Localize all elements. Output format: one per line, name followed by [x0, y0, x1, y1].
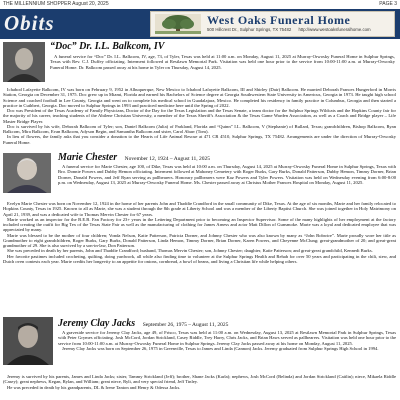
- paragraph: Doc is survived by his wife, Deborah Balkcom of Tyler; son, Daniel Balkcom (Julia) of Parkland, Florida and “Quinn” I.L. Balkcom, V (Stephanie) of Bullard, Texas; grandchildren, Bishop Balkcom, Ryan Balkcom, Mira Balkcom, Evan Balkcom, Adyson Begin, and Samantha Balkcom and sister, Carol Abarr (Tom).: [3, 123, 396, 134]
- obituary-dates: November 12, 1924 – August 11, 2025: [124, 156, 211, 162]
- funeral-home-name: West Oaks Funeral Home: [207, 13, 351, 27]
- obituary-heading: [58, 318, 228, 329]
- oak-tree-icon: [155, 14, 201, 34]
- paragraph: A funeral service for Marie Chester, age 100, of Dike, Texas was held at 10:00 a.m. on Thursday, August 14, 2025 at Murray-Orwosky Funeral Home in Sulphur Springs, Texas with Bro. Donnie Powers and Dubby Hemon officiating. Interment followed at Mahoney Cemetery with Roger Burks, Gary Burks, Donald Patterson, Dubby Hemon, Timmy Dorner, Brian Dorner, Donald Powers, and Jeff Ryan serving as pallbearers. Honorary pallbearers were Kaz Powers and Tyler Powers. Visitation was held on Wednesday evening from 6:00-8:00 p.m. on Wednesday, August 13, 2025 at Murray-Orwosky Funeral Home. Ms. Chester passed away at Christus Mother Frances Hospital on Monday, August 11, 2025.: [58, 164, 396, 185]
- paragraph: Her favorite pastimes included crocheting, quilting, doing yardwork, all while also finding time to volunteer at the Sulphur Springs Health and Rehab for over 50 years and participating in the chili, stew, and Dutch oven contests each year. Marie credits her longevity to an appetite for onions, cornbread, a bowl of beans, and living a Christian life while helping others.: [3, 253, 396, 264]
- paragraph: In lieu of flowers, the family asks that you consider a donation to the Hearts of Life Animal Rescue at 471 CR 4510, Sulphur Springs, TX 75482. Arrangements are under the direction of Murray-Orwosky Funeral Home.: [3, 134, 396, 145]
- obituary-text-continued: [3, 201, 396, 264]
- funeral-home-contact: [207, 27, 392, 32]
- obituary-dates: September 26, 1975 – August 11, 2025: [142, 322, 229, 328]
- paragraph: Marie worked as an inspector for the B.E.B. Fan Factory for 23+ years in the Lettering Department prior to becoming an Inspector Supervisor. Some of the many highlights of her employment at the factory included creating the outfit for Big Tex of the Texas State Fair as well as the manufacturing of clothing for James Arness and actor Matt Dillon of Gunsmoke. Marie was a loyal and dedicated employee that was appreciated by many.: [3, 216, 396, 233]
- portrait-icon: [3, 42, 45, 82]
- obituary-text: [58, 164, 396, 185]
- paragraph: She was preceded in death by her parents, John and Thaddie Crandford; husband, Thomas Mervin Chester; son, Johnny Chester; daughter, Katie Patterson; and great-great grandchild, Kennedi Burks.: [7, 248, 373, 254]
- paragraph: Ichabod Lafayette Balkcom, IV was born on February 9, 1952 in Albuquerque, New Mexico to Ichabod Lafayette Balkcom, III and Shirley (Dair) Balkcom. He married Deborah Frances Hungerford in Morris Station, Georgia on December 31, 1975. Doc grew up in Miami, Florida and earned his Bachelors of Science degree at Georgia Southwestern State University in Americus, Georgia in 1973. He taught high school Science and coached football in Lee County, Georgia and went on to complete his medical school in Guadalajara, Mexico. He completed his residency in family practice in Columbus, Georgia and then started a practice in Cuthbert, Georgia. Doc moved to Sulphur Springs in 1993 and practiced medicine here until the Spring of 2022.: [3, 87, 396, 108]
- portrait-icon: [3, 317, 53, 365]
- paragraph: Doc was President of the Texas Academy of Family Physicians, Doctor of the Day for the Texas Legislation and the Texas Senate, a team doctor for the Sulphur Springs Wildcats and the Hopkins County fair for the majority of his career, teaching students of the Abilene Christian University, a member of the Texas Sheriff's Association & the Texas Game Warden Association, as well as a Coach and Bridge player – Life Master Bridge Player.: [3, 108, 396, 124]
- obituary-text-continued: [3, 87, 396, 145]
- obituary-text: [58, 330, 396, 351]
- section-title: Obits: [4, 11, 55, 35]
- page-number: PAGE 3: [379, 1, 397, 7]
- funeral-home-ad: [150, 11, 395, 37]
- obituary-name: Jeremy Clay Jacks: [58, 318, 136, 329]
- obituary-name: Marie Chester: [58, 152, 118, 163]
- paragraph: A graveside service for Jeremy Clay Jacks, age 49, of Frisco, Texas was held at 11:00 a.m. on Wednesday, August 13, 2025 at Restlawn Memorial Park in Sulphur Springs, Texas with Peter Grymes officiating. Josh McCord, Jordan Strickland, Casey Riddle, Trey Harry, Chris Jacks, and Brian Haws served as pallbearers. Visitation was held one hour prior to the service from 10:00-11:00 a.m. at Murray-Orwosky Funeral Home in Sulphur Springs. Jeremy Clay Jacks passed away at his home on Monday, August 11, 2025.: [58, 330, 396, 346]
- obits-header: [0, 9, 400, 39]
- obituary-photo: [3, 317, 53, 365]
- paragraph: Jeremy is survived by his parents, James and Linda Jacks; sister, Tammy Strickland (Jeff); brother, Shane Jacks (Karla); nephews, Josh McCord (Belinda) and Jordan Strickland (Caitlin); niece, Mikaela Riddle (Casey); great nephews, Kegan, Rylan, and William; great niece, Ryli, and very special friend, Jeff Tinley.: [3, 374, 396, 385]
- paragraph: Marie was blessed to be the mother of four children; Vonda Nelson, Katie Patterson, Patricia Dorner, and Johnny Chester who was also known by many as “John Bobwire”. Marie proudly wore her title as Grandmother to eight grandchildren, Roger Burks, Gary Burks, Donald Patterson, Linda Hemon, Timmy Dorner, Brian Dorner, Karen Powers, and Cheyenne McClung; great-grandmother of 20; and great-great grandmother of 29. She is also survived by a son-in-law, Don Patterson.: [3, 232, 396, 248]
- paragraph: He was preceded in death by his grandparents, DL & Irene Tanton and Henry & Odessa Jacks.: [7, 384, 181, 390]
- obituary-photo: [3, 153, 51, 193]
- funeral-home-address: 500 Hillcrest Dr., Sulphur Springs, TX 75482: [207, 27, 292, 32]
- masthead: [0, 0, 400, 9]
- masthead-left: THE MILLENNIUM SHOPPER August 20, 2025: [3, 1, 109, 7]
- paragraph: A funeral service for “Doc” Dr. I.L. Balkcom, IV, age, 73, of Tyler, Texas was held at 11:00 a.m. on Monday, August 11, 2025 at Murray-Orwosky Funeral Home in Sulphur Springs, Texas with Rev. C.J. Duffey officiating. Interment followed at Restlawn Memorial Park. Visitation was held one hour prior to the service from 10:00-11:00 a.m. at Murray-Orwosky Funeral Home. Dr. Balkcom passed away at his home in Tyler on Thursday, August 14, 2025.: [50, 54, 395, 70]
- obituary-name: “Doc” Dr. I.L. Balkcom, IV: [50, 41, 165, 52]
- obituary-photo: [3, 42, 45, 82]
- obituary-heading: [58, 152, 210, 163]
- portrait-icon: [3, 153, 51, 193]
- obituary-text: [50, 54, 395, 70]
- paragraph: Jeremy Clay Jacks was born on September 26, 1975 in Greenville, Texas to James and Linda (Cannon) Jacks. Jeremy graduated from Sulphur Springs High School in 1994.: [62, 345, 379, 351]
- funeral-home-website: http://www.westoaksfuneralhome.com: [298, 27, 371, 32]
- obituary-text-continued: [3, 374, 396, 390]
- paragraph: Evelyn Marie Chester was born on November 12, 1924 in the home of her parents John and Thaddie Crandford in the small community of Dike, Texas. At the age of six months, Marie and her family relocated to Hopkins County, Texas in 1925. Known to all as Marie, she was a student through the 8th grade at Liberty School and was a member of the Liberty Baptist Church. She was joined together in Holy Matrimony on April 21, 1939, and was a dedicated wife to Thomas Mervin Chester for 67 years.: [3, 201, 396, 217]
